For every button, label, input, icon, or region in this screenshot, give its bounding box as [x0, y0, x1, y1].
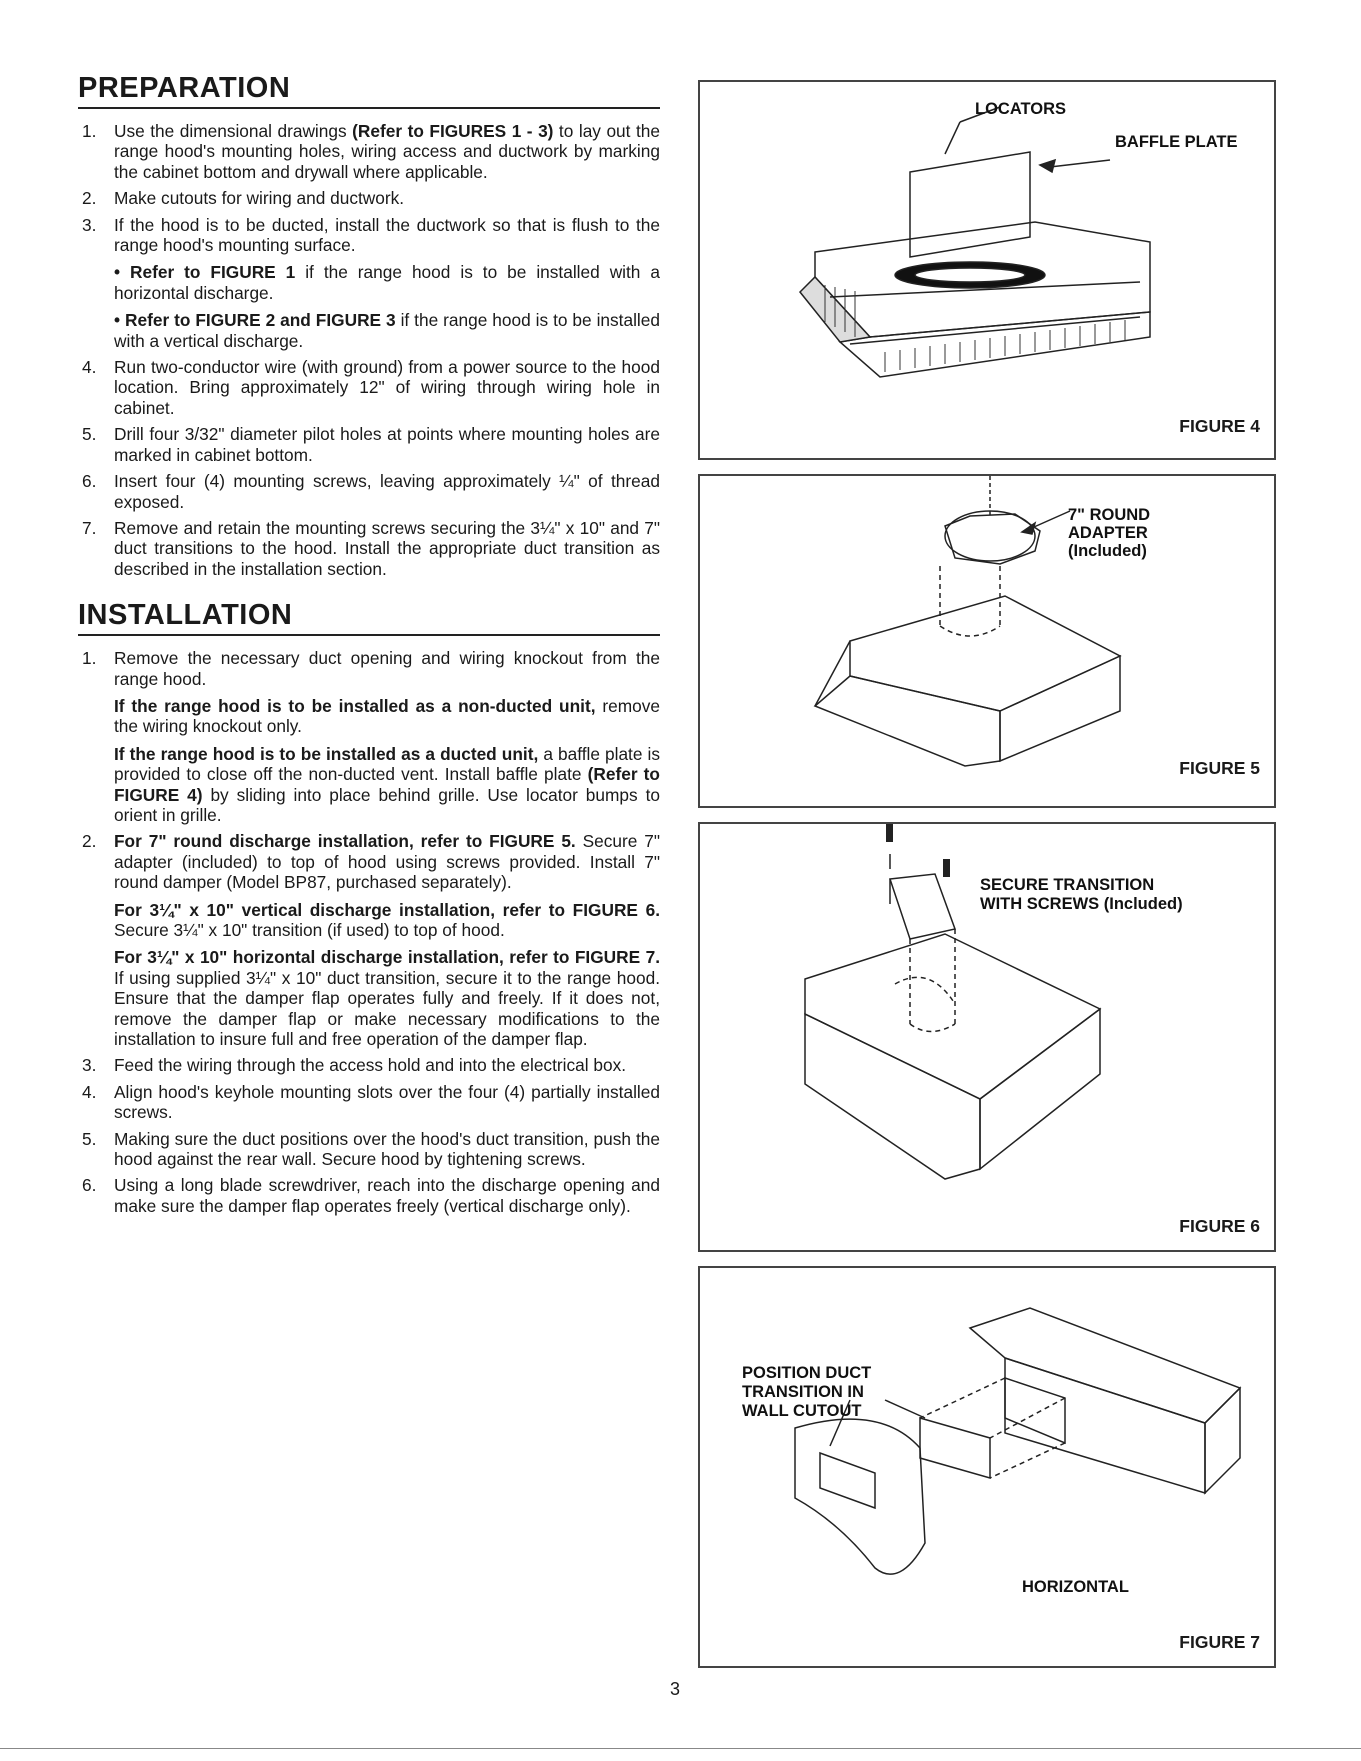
figure-5	[698, 474, 1276, 808]
installation-steps	[78, 648, 660, 1216]
figure-7	[698, 1266, 1276, 1668]
figure-6-caption: FIGURE 6	[1179, 1216, 1260, 1236]
list-item: 3. If the hood is to be ducted, install the ductwork so that is flush to the range hood's mounting surface. • Refer to FIGURE 1 if the range hood is to be installed with a horizontal discharge. • Refer to FIGURE 2 and FIGURE 3 if the range hood is to be installed with a vertical discharge.	[82, 214, 660, 351]
list-item: 6. Using a long blade screwdriver, reach into the discharge opening and make sure the damper flap operates freely (vertical discharge only).	[82, 1175, 660, 1216]
figure-4-caption: FIGURE 4	[1179, 416, 1260, 436]
list-item: 2. For 7" round discharge installation, refer to FIGURE 5. Secure 7" adapter (included) to top of hood using screws provided. Install 7" round damper (Model BP87, purchased separately). For 3¼" x 10" vertical discharge installation, refer to FIGURE 6. Secure 3¼" x 10" transition (if used) to top of hood. For 3¼" x 10" horizontal discharge installation, refer to FIGURE 7. If using supplied 3¼" x 10" duct transition, secure it to the range hood. Ensure that the damper flap operates fully and freely. If it does not, remove the damper flap or make necessary modifications to the installation to insure full and free operation of the damper flap.	[82, 831, 660, 1050]
list-item: 4. Run two-conductor wire (with ground) from a power source to the hood location. Bring approximately 12" of wiring through wiring hole in cabinet.	[82, 357, 660, 418]
position-duct-label-3: WALL CUTOUT	[742, 1402, 862, 1420]
text-column	[78, 72, 660, 1222]
locators-label: LOCATORS	[975, 100, 1067, 118]
secure-transition-label-1: SECURE TRANSITION	[980, 876, 1155, 894]
baffle-plate-label: BAFFLE PLATE	[1115, 133, 1238, 151]
position-duct-label-2: TRANSITION IN	[742, 1383, 864, 1401]
list-item: 6. Insert four (4) mounting screws, leaving approximately ¼" of thread exposed.	[82, 471, 660, 512]
preparation-steps	[78, 121, 660, 579]
list-item: 1. Remove the necessary duct opening and wiring knockout from the range hood. If the range hood is to be installed as a non-ducted unit, remove the wiring knockout only. If the range hood is to be installed as a ducted unit, a baffle plate is provided to close off the non-ducted vent. Install baffle plate (Refer to FIGURE 4) by sliding into place behind grille. Use locator bumps to orient in grille.	[82, 648, 660, 825]
list-item: 2. Make cutouts for wiring and ductwork.	[82, 188, 405, 209]
list-item: 7. Remove and retain the mounting screws securing the 3¼" x 10" and 7" duct transitions to the hood. Install the appropriate duct transition as described in the installation section.	[82, 517, 660, 579]
figure-7-caption: FIGURE 7	[1179, 1632, 1260, 1652]
preparation-heading: PREPARATION	[78, 72, 660, 109]
secure-transition-label-2: WITH SCREWS (Included)	[980, 895, 1183, 913]
round-adapter-label-2: ADAPTER	[1068, 524, 1148, 542]
page-bottom-rule	[0, 1748, 1361, 1749]
figure-6	[698, 822, 1276, 1252]
list-item: 5. Drill four 3/32" diameter pilot holes at points where mounting holes are marked in cabinet bottom.	[82, 424, 660, 465]
list-item: 3. Feed the wiring through the access hold and into the electrical box.	[82, 1055, 627, 1076]
figure-4	[698, 80, 1276, 460]
list-item: 5. Making sure the duct positions over the hood's duct transition, push the hood against the rear wall. Secure hood by tightening screws.	[82, 1128, 660, 1170]
page-number: 3	[670, 1679, 681, 1699]
round-adapter-illustration	[700, 476, 1274, 806]
list-item: 4. Align hood's keyhole mounting slots over the four (4) partially installed screws.	[82, 1081, 660, 1123]
round-adapter-label-3: (Included)	[1068, 542, 1147, 560]
round-adapter-label-1: 7" ROUND	[1068, 506, 1151, 524]
figure-5-caption: FIGURE 5	[1179, 758, 1260, 778]
horizontal-label: HORIZONTAL	[1022, 1578, 1129, 1596]
list-item: 1. Use the dimensional drawings (Refer to FIGURES 1 - 3) to lay out the range hood's mounting holes, wiring access and ductwork by marking the cabinet bottom and drywall where applicable.	[82, 121, 660, 182]
horizontal-transition-illustration	[700, 1268, 1274, 1666]
installation-heading: INSTALLATION	[78, 599, 660, 636]
position-duct-label-1: POSITION DUCT	[742, 1364, 872, 1382]
